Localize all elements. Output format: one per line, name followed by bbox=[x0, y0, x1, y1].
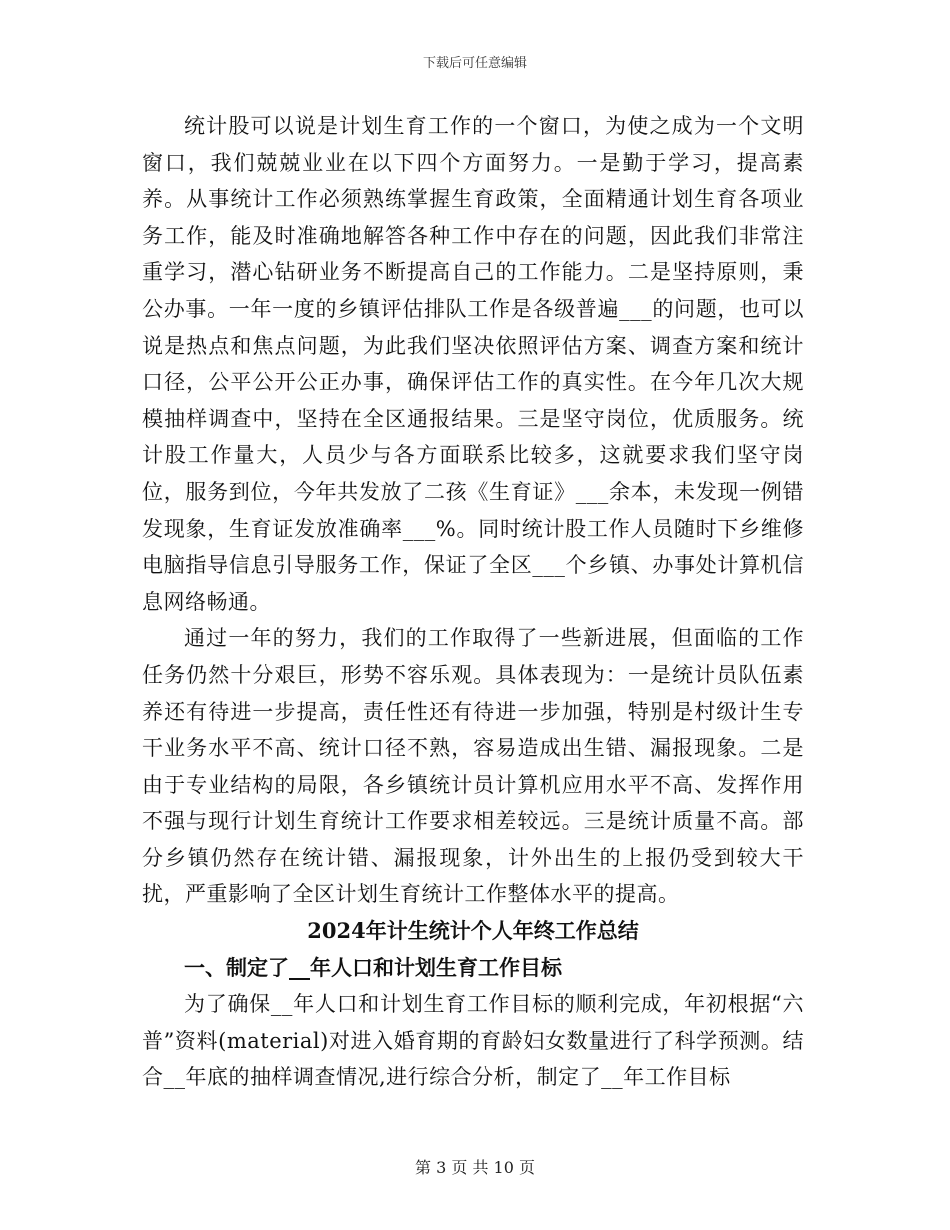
paragraph-statistics-work: 统计股可以说是计划生育工作的一个窗口，为使之成为一个文明窗口，我们兢兢业业在以下四个方面努力。一是勤于学习，提高素养。从事统计工作必须熟练掌握生育政策，全面精通计划生育各项业务工作，能及时准确地解答各种工作中存在的问题，因此我们非常注重学习，潜心钻研业务不断提高自己的工作能力。二是坚持原则，秉公办事。一年一度的乡镇评估排队工作是各级普遍___的问题，也可以说是热点和焦点问题，为此我们坚决依照评估方案、调查方案和统计口径，公平公开公正办事，确保评估工作的真实性。在今年几次大规模抽样调查中，坚持在全区通报结果。三是坚守岗位，优质服务。统计股工作量大，人员少与各方面联系比较多，这就要求我们坚守岗位，服务到位，今年共发放了二孩《生育证》___余本，未发现一例错发现象，生育证发放准确率___%。同时统计股工作人员随时下乡维修电脑指导信息引导服务工作，保证了全区___个乡镇、办事处计算机信息网络畅通。 bbox=[142, 114, 804, 614]
page-number: 第 3 页 共 10 页 bbox=[415, 1158, 535, 1177]
document-body bbox=[142, 108, 804, 1096]
paragraph-goals: 为了确保__年人口和计划生育工作目标的顺利完成，年初根据“六普”资料(material)对进入婚育期的育龄妇女数量进行了科学预测。结合__年底的抽样调查情况,进行综合分析，制定了__年工作目标 bbox=[142, 992, 804, 1090]
subheading-goals: 一、制定了__年人口和计划生育工作目标 bbox=[184, 954, 562, 980]
section-title: 2024年计生统计个人年终工作总结 bbox=[307, 918, 639, 944]
header-note: 下载后可任意编辑 bbox=[422, 56, 527, 71]
paragraph-problems: 通过一年的努力，我们的工作取得了一些新进展，但面临的工作任务仍然十分艰巨，形势不容乐观。具体表现为：一是统计员队伍素养还有待进一步提高，责任性还有待进一步加强，特别是村级计生专干业务水平不高、统计口径不熟，容易造成出生错、漏报现象。二是由于专业结构的局限，各乡镇统计员计算机应用水平不高、发挥作用不强与现行计划生育统计工作要求相差较远。三是统计质量不高。部分乡镇仍然存在统计错、漏报现象，计外出生的上报仍受到较大干扰，严重影响了全区计划生育统计工作整体水平的提高。 bbox=[142, 626, 804, 907]
